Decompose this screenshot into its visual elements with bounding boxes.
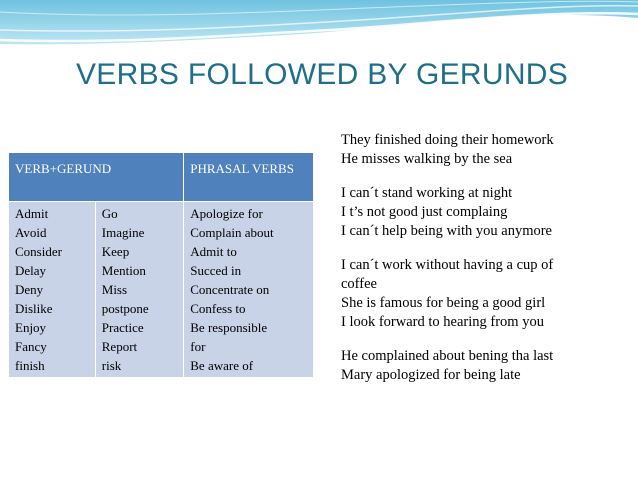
list-item: Avoid [15,225,47,240]
example-sentence: He misses walking by the sea [341,151,513,167]
example-sentence: He complained about bening tha last [341,348,554,364]
verbs-table [8,152,314,378]
example-sentence: She is famous for being a good girl [341,295,546,311]
example-group-1 [341,131,631,169]
example-group-2 [341,184,631,241]
table-body-row [9,202,314,378]
example-sentence: Mary apologized for being late [341,367,521,383]
list-item: Keep [101,244,130,259]
example-sentence: I can´t help being with you anymore [341,223,552,239]
list-item: Go [101,206,118,221]
example-sentence: They finished doing their homework [341,132,554,148]
header-verb-gerund: VERB+GERUND [9,153,184,202]
list-item: Consider [15,244,62,259]
list-item: Dislike [15,301,53,316]
list-item: Apologize for [190,206,263,221]
list-item: finish [15,358,45,373]
list-item: Admit to [190,244,237,259]
slide-title: VERBS FOLLOWED BY GERUNDS [76,58,569,91]
list-item: Report [101,339,138,354]
example-sentence: I t’s not good just complaing [341,204,508,220]
verb-list-col1 [9,202,96,378]
example-group-4 [341,347,631,385]
example-sentence: I can´t work without having a cup of [341,257,554,273]
list-item: Delay [15,263,47,278]
list-item: Enjoy [15,320,47,335]
example-sentence: I can´t stand working at night [341,185,513,201]
example-sentences [341,131,631,400]
phrasal-verb-list [184,202,314,378]
example-sentence: I look forward to hearing from you [341,314,544,330]
list-item: postpone [101,301,149,316]
header-phrasal-verbs: PHRASAL VERBS [184,153,314,202]
table-header-row [9,153,314,202]
list-item: Succed in [190,263,242,278]
list-item: Deny [15,282,44,297]
list-item: Fancy [15,339,47,354]
list-item: Be aware of [190,358,254,373]
decorative-wave-header [0,0,638,60]
list-item: for [190,339,206,354]
list-item: Concentrate on [190,282,270,297]
list-item: Confess to [190,301,246,316]
list-item: Miss [101,282,128,297]
list-item: Mention [101,263,146,278]
example-group-3 [341,256,631,332]
list-item: Admit [15,206,49,221]
verb-list-col2 [95,202,183,378]
list-item: Complain about [190,225,274,240]
list-item: Imagine [101,225,145,240]
list-item: risk [101,358,122,373]
list-item: Practice [101,320,144,335]
list-item: Be responsible [190,320,268,335]
example-sentence: coffee [341,276,377,292]
